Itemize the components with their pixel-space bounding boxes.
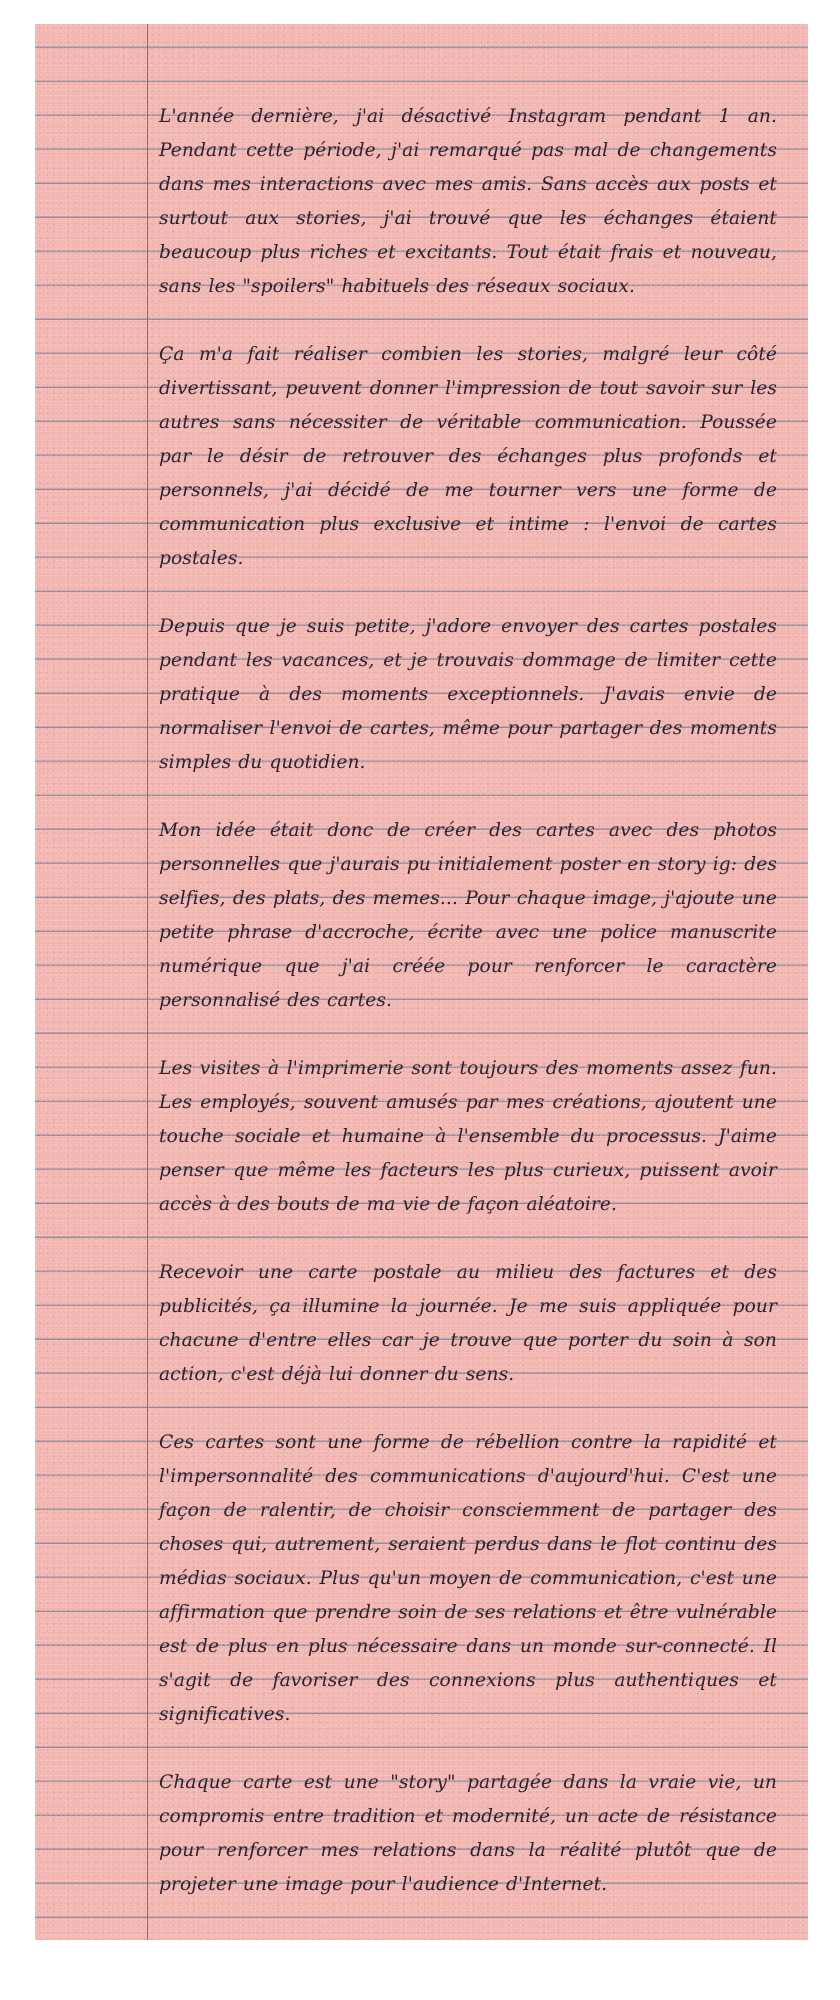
lined-paper-sheet: [35, 24, 808, 1940]
paragraph-6: Recevoir une carte postale au milieu des factures et des publicités, ça illumine la journée. Je me suis appliquée pour chacune d'entre elles car je trouve que porter du soin à son action, c'est déjà lui donner du sens.: [159, 1262, 777, 1385]
paragraph-2: Ça m'a fait réaliser combien les stories, malgré leur côté divertissant, peuvent donner l'impression de tout savoir sur les autres sans nécessiter de véritable communication. Poussée par le désir de retrouver des échanges plus profonds et personnels, j'ai décidé de me tourner vers une forme de communication plus exclusive et intime : l'envoi de cartes postales.: [159, 344, 777, 569]
paragraph-5: Les visites à l'imprimerie sont toujours des moments assez fun. Les employés, souvent amusés par mes créations, ajoutent une touche sociale et humaine à l'ensemble du processus. J'aime penser que même les facteurs les plus curieux, puissent avoir accès à des bouts de ma vie de façon aléatoire.: [159, 1058, 777, 1215]
margin-line: [147, 24, 148, 1940]
paragraph-3: Depuis que je suis petite, j'adore envoyer des cartes postales pendant les vacances, et je trouvais dommage de limiter cette pratique à des moments exceptionnels. J'avais envie de normaliser l'envoi de cartes, même pour partager des moments simples du quotidien.: [159, 616, 777, 773]
paragraph-7: Ces cartes sont une forme de rébellion contre la rapidité et l'impersonnalité des communications d'aujourd'hui. C'est une façon de ralentir, de choisir consciemment de partager des choses qui, autrement, seraient perdus dans le flot continu des médias sociaux. Plus qu'un moyen de communication, c'est une affirmation que prendre soin de ses relations et être vulnérable est de plus en plus nécessaire dans un monde sur-connecté. Il s'agit de favoriser des connexions plus authentiques et significatives.: [159, 1432, 777, 1725]
paragraph-8: Chaque carte est une "story" partagée dans la vraie vie, un compromis entre tradition et modernité, un acte de résistance pour renforcer mes relations dans la réalité plutôt que de projeter une image pour l'audience d'Internet.: [159, 1772, 777, 1895]
paragraph-1: L'année dernière, j'ai désactivé Instagram pendant 1 an. Pendant cette période, j'ai remarqué pas mal de changements dans mes interactions avec mes amis. Sans accès aux posts et surtout aux stories, j'ai trouvé que les échanges étaient beaucoup plus riches et excitants. Tout était frais et nouveau, sans les "spoilers" habituels des réseaux sociaux.: [159, 106, 777, 297]
handwritten-text: [159, 100, 777, 1936]
paragraph-4: Mon idée était donc de créer des cartes avec des photos personnelles que j'aurais pu initialement poster en story ig: des selfies, des plats, des memes... Pour chaque image, j'ajoute une petite phrase d'accroche, écrite avec une police manuscrite numérique que j'ai créée pour renforcer le caractère personnalisé des cartes.: [159, 820, 777, 1011]
